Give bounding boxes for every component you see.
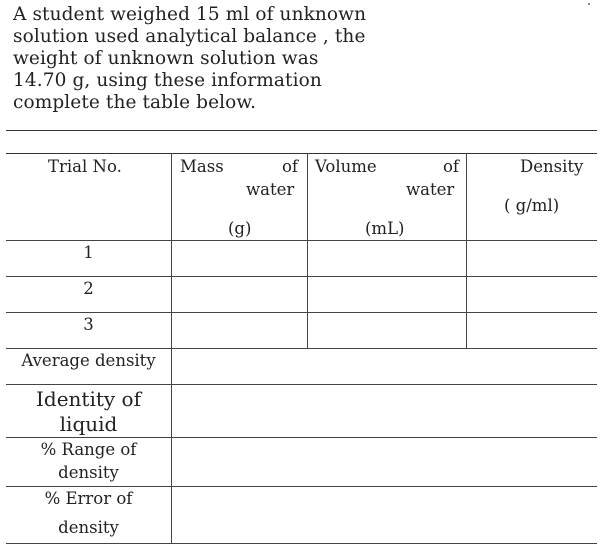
row-divider (6, 486, 597, 487)
trial-number: 2 (83, 279, 94, 298)
question-line-2: solution used analytical balance , the (13, 26, 366, 47)
row-label-error-line1: % Error of (44, 489, 133, 508)
table-header-rule (6, 153, 597, 154)
row-label-average-density: Average density (21, 351, 156, 370)
header-mass-word2: of (282, 157, 299, 176)
header-trial-no: Trial No. (48, 157, 122, 176)
header-volume-word3: water (406, 180, 455, 199)
question-line-5: complete the table below. (13, 92, 257, 113)
table-bottom-rule (6, 543, 597, 544)
row-divider (6, 348, 597, 349)
row-divider (6, 437, 597, 438)
row-divider (6, 384, 597, 385)
question-text (13, 4, 373, 114)
row-label-range-line2: density (58, 463, 119, 482)
row-divider (6, 312, 597, 313)
header-density: Density (520, 157, 584, 176)
stray-dot (588, 3, 590, 5)
table-top-rule (6, 130, 597, 131)
row-label-error-line2: density (58, 518, 119, 537)
row-label-range-line1: % Range of (40, 440, 137, 459)
question-line-4: 14.70 g, using these information (13, 70, 322, 91)
header-mass-word1: Mass (180, 157, 224, 176)
trial-number: 1 (83, 243, 94, 262)
header-mass-word3: water (246, 180, 295, 199)
column-divider (171, 153, 172, 543)
column-divider (466, 153, 467, 348)
column-divider (307, 153, 308, 348)
question-line-1: A student weighed 15 ml of unknown (13, 4, 367, 25)
trial-number: 3 (83, 315, 94, 334)
row-divider (6, 240, 597, 241)
row-divider (6, 276, 597, 277)
header-volume-word1: Volume (315, 157, 377, 176)
question-line-3: weight of unknown solution was (13, 48, 319, 69)
header-volume-unit: (mL) (365, 219, 405, 238)
row-label-identity-line2: liquid (59, 412, 118, 436)
header-volume-word2: of (443, 157, 460, 176)
header-density-unit: ( g/ml) (504, 196, 560, 215)
header-mass-unit: (g) (228, 219, 252, 238)
row-label-identity-line1: Identity of (36, 387, 141, 411)
